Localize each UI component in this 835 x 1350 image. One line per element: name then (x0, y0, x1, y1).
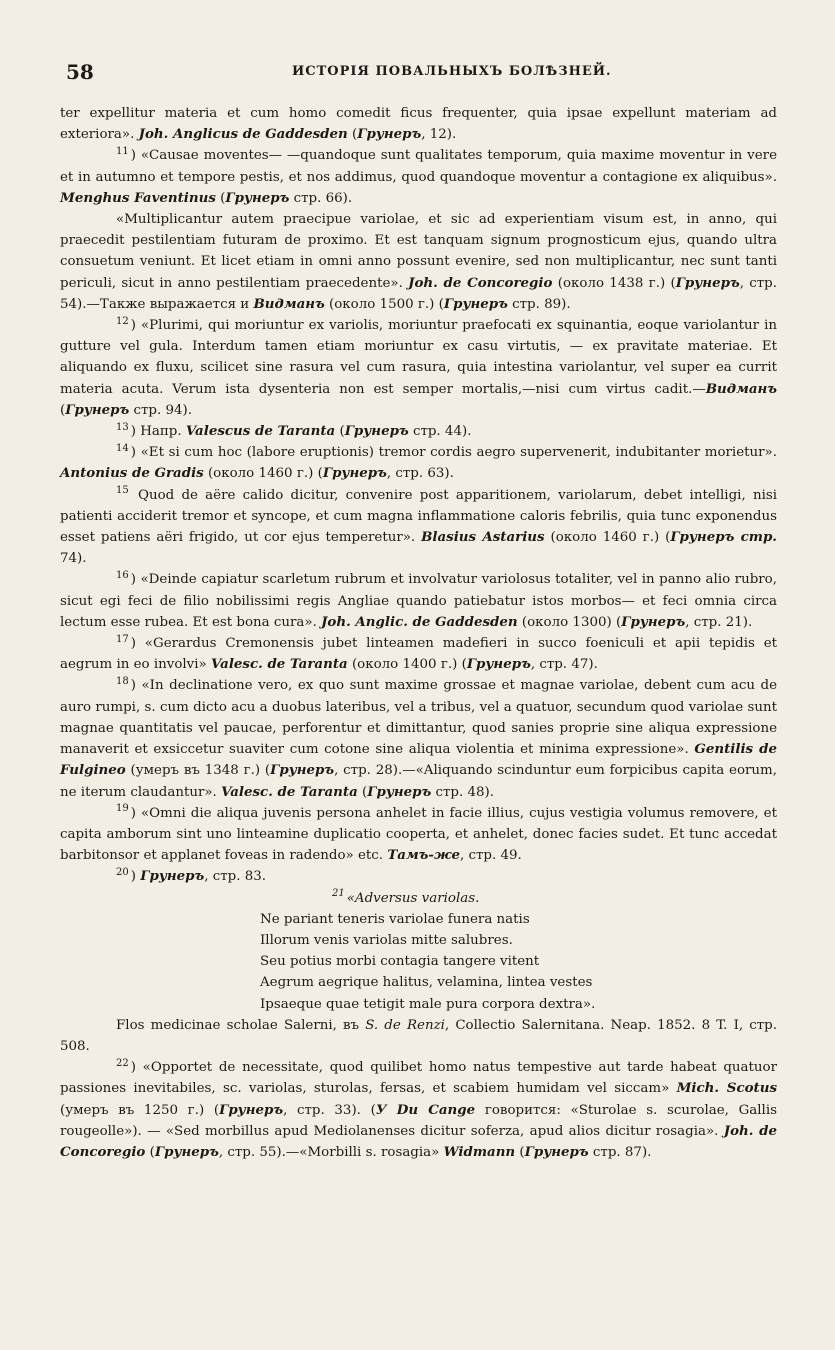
citation-text: Joh. Anglic. de Gaddesden (321, 613, 518, 630)
body-text: ( (60, 402, 66, 418)
footnote-paragraph (60, 633, 777, 675)
body-text: , стр. 83. (204, 869, 267, 885)
body-text: ( (335, 424, 345, 440)
citation-text: Грунеръ (466, 656, 531, 673)
body-text: ( (515, 1144, 525, 1160)
body-text: (умеръ въ 1250 г.) ( (60, 1102, 220, 1118)
verse-line: Ipsaeque quae tetigit male pura corpora dextra». (260, 996, 596, 1012)
body-text: ( (145, 1144, 155, 1160)
body-text: , стр. 49. (459, 848, 522, 864)
citation-text: Грунеръ (443, 295, 508, 312)
footnote-marker: 22 (116, 1057, 129, 1069)
body-text: говорится: «Sturolae s. scurolae, Gallis rougeolle»). — «Sed morbillus apud Mediolanenses dicitur soferza, apud alios dicitur rosagia». (60, 1102, 777, 1139)
citation-text: Грунеръ (65, 401, 130, 418)
citation-text: Грунеръ (675, 274, 740, 291)
body-text: (около 1460 г.) ( (203, 466, 323, 482)
citation-text: Joh. de Concoregio (408, 274, 553, 291)
body-text: , Collectio Salernitana. Neap. 1852. 8 T. I, стр. 508. (60, 1017, 777, 1054)
body-text: , стр. 47). (530, 657, 598, 673)
body-text: Flos medicinae scholae Salerni, въ (116, 1017, 366, 1033)
citation-text: Грунеръ (322, 465, 387, 482)
verse-line: Seu potius morbi contagia tangere vitent (260, 954, 540, 970)
footnote-marker: 15 (116, 485, 129, 497)
page-body (60, 103, 777, 1163)
page-number: 58 (66, 60, 94, 84)
body-text: «Multiplicantur autem praecipue variolae, et sic ad experientiam visum est, in anno, qui praecedit pestilentiam futuram de proximo. Et est tanquam signum prognosticum ejus, quando ultra consuetum veniunt. Et licet etiam in omni anno possunt evenire, sed non multiplicantur, nec sunt tanti periculi, sicut in anno pestilentiam praecedente». (60, 212, 777, 291)
citation-text: Грунеръ (140, 868, 205, 885)
citation-text: Грунеръ (344, 423, 409, 440)
footnote-marker: 14 (116, 442, 129, 454)
footnote-paragraph (60, 209, 777, 315)
footnote-marker: 12 (116, 315, 129, 327)
citation-text: Widmann (443, 1143, 516, 1160)
body-text: ) (130, 869, 141, 885)
footnote-marker: 11 (116, 145, 129, 157)
verse-block (260, 888, 777, 1015)
body-text: , стр. 21). (685, 614, 753, 630)
footnote-paragraph (60, 675, 777, 802)
citation-text: Грунеръ (524, 1143, 589, 1160)
citation-text: Joh. Anglicus de Gaddesden (138, 126, 348, 143)
footnote-paragraph (60, 103, 777, 145)
body-text: (около 1300) ( (517, 614, 622, 630)
footnote-marker: 19 (116, 803, 129, 815)
body-text: , 12). (421, 127, 457, 143)
citation-text: Грунеръ (219, 1101, 284, 1118)
citation-text: Грунеръ стр. (670, 529, 777, 546)
citation-text: Грунеръ (154, 1143, 219, 1160)
body-text: Quod de aëre calido dicitur, convenire post apparitionem, variolarum, debet intelligi, nisi patienti acciderit tremor et syncope, et cum magna inflammatione caloris febrilis, quia tunc exponendus esset patiens aëri frigido, ut cor ejus temperetur». (60, 487, 777, 546)
body-text: ) «Et si cum hoc (labore eruptionis) tremor cordis aegro supervenerit, indubitanter morietur». (130, 445, 777, 461)
footnote-marker: 17 (116, 633, 129, 645)
citation-text: Blasius Astarius (421, 529, 545, 546)
body-text: ( (215, 190, 226, 206)
citation-text: Antonius de Gradis (60, 465, 204, 482)
page-header (0, 60, 835, 84)
footnote-marker: 18 (116, 676, 129, 688)
citation-text: Грунеръ (367, 783, 432, 800)
footnote-marker: 16 (116, 570, 129, 581)
body-text: стр. 44). (408, 424, 472, 440)
footnote-paragraph (60, 145, 777, 209)
verse-line: Illorum venis variolas mitte salubres. (260, 932, 513, 948)
footnote-paragraph (60, 442, 777, 484)
citation-text: Menghus Faventinus (60, 189, 216, 206)
body-text: (около 1460 г.) ( (544, 530, 671, 546)
running-head: ИСТОРІЯ ПОВАЛЬНЫХЪ БОЛѢЗНЕЙ. (292, 64, 612, 79)
footnote-paragraph (60, 1015, 777, 1057)
citation-text: Valesc. de Taranta (210, 656, 348, 673)
body-text: , стр. 63). (386, 466, 454, 482)
footnotes-block-continued (60, 1015, 777, 1163)
body-text: (около 1400 г.) ( (347, 657, 467, 673)
citation-text: Грунеръ (621, 613, 686, 630)
body-text: ) «Omni die aliqua juvenis persona anhelet in facie illius, cujus vestigia volumus removere, et capita amborum sint uno linteamine duplicatio cooperta, et anhelet, donec facies sudet. Et tunc accedat barbitonsor et applanet foveas in radendo» etc. (60, 805, 777, 864)
citation-text: Видманъ (705, 380, 777, 397)
body-text: ) Напр. (130, 424, 186, 440)
footnote-paragraph (60, 569, 777, 633)
citation-text: Видманъ (253, 295, 325, 312)
citation-text: Грунеръ (225, 189, 290, 206)
body-text: ( (357, 784, 368, 800)
footnote-marker: 20 (116, 866, 129, 878)
verse-line: Ne pariant teneris variolae funera natis (260, 911, 530, 927)
footnote-paragraph (60, 315, 777, 421)
body-text: стр. 66). (289, 190, 353, 206)
footnote-marker: 13 (116, 421, 129, 433)
citation-text: Valesc. de Taranta (221, 783, 358, 800)
footnote-marker: 21 (332, 888, 345, 900)
footnote-paragraph (60, 1057, 777, 1163)
citation-text: Gentilis de Fulgineo (60, 741, 777, 779)
citation-text: Грунеръ (270, 762, 335, 779)
citation-text: Тамъ-же (387, 847, 460, 864)
citation-text: S. de Renzi (365, 1017, 445, 1033)
body-text: ) «Causae moventes— —quandoque sunt qualitates temporum, quia maxime moventur in vere et in autumno et tempore pestis, et nos addimus, quod quandoque moventur a contagione ex aliquibus». (60, 148, 777, 185)
citation-text: Valescus de Taranta (185, 423, 336, 440)
body-text: , стр. 33). ( (283, 1102, 376, 1118)
citation-text: Грунеръ (357, 126, 422, 143)
footnote-paragraph (60, 866, 777, 887)
body-text: ter expellitur materia et cum homo comedit ficus frequenter, quia ipsae expellunt materiam ad exteriora». (60, 106, 777, 143)
body-text: ) «Opportet de necessitate, quod quilibet homo natus tempestive aut tarde habeat quatuor passiones inevitabiles, sc. variolas, sturolas, fersas, et scabiem humidam vel siccam» (60, 1060, 777, 1097)
footnotes-block (60, 103, 777, 888)
body-text: ) «Gerardus Cremonensis jubet linteamen madefieri in succo foeniculi et apii tepidis et aegrum in eo involvi» (60, 636, 777, 673)
body-text: стр. 94). (129, 402, 193, 418)
body-text: , стр. 54).—Также выражается и (60, 275, 777, 312)
footnote-paragraph (60, 421, 777, 442)
footnote-paragraph (60, 803, 777, 867)
footnote-paragraph (60, 485, 777, 570)
body-text: (около 1500 г.) ( (324, 296, 444, 312)
citation-text: Mich. Scotus (676, 1080, 777, 1097)
body-text: (около 1438 г.) ( (552, 275, 676, 291)
verse-title: $^{21}$ «Adversus variolas. (332, 888, 480, 906)
body-text: стр. 89). (507, 296, 571, 312)
body-text: стр. 48). (431, 784, 495, 800)
body-text: (умеръ въ 1348 г.) ( (125, 763, 271, 779)
citation-text: Joh. de Concoregio (60, 1122, 777, 1160)
body-text: 74). (60, 551, 87, 567)
body-text: , стр. 55).—«Morbilli s. rosagia» (218, 1144, 444, 1160)
body-text: ) «Plurimi, qui moriuntur ex variolis, moriuntur praefocati ex squinantia, eoque variolantur in gutture vel gula. Interdum tamen etiam moriuntur ex casu virtutis, — ex pravitate materiae. Et aliquando ex fluxu, scilicet sine rasura vel cum rasura, quia intestina variolantur, vel super ea currit materia acuta. Verum ista dysenteria non est semper mortalis,—nisi cum virtus cadit.— (60, 318, 777, 397)
body-text: ) «Deinde capiatur scarletum rubrum et involvatur variolosus totaliter, vel in panno alio rubro, sicut egi feci de filio nobilissimi regis Angliae quando patiebatur istos morbos— et feci omnia circa lectum esse rubea. Et est bona cura». (60, 572, 777, 630)
body-text: ( (347, 127, 358, 143)
body-text: , стр. 28).—«Aliquando scinduntur eum forpicibus capita eorum, ne iterum claudantur». (60, 763, 777, 800)
body-text: стр. 87). (588, 1144, 652, 1160)
verse-line: Aegrum aegrique halitus, velamina, lintea vestes (260, 975, 593, 991)
citation-text: У Du Cange (375, 1101, 476, 1118)
body-text: ) «In declinatione vero, ex quo sunt maxime grossae et magnae variolae, debent cum acu de auro rumpi, s. cum dicto acu a duobus lateribus, vel a tribus, vel a quatuor, secundum quod variolae sunt magnae quantitatis vel paucae, perforentur et dimittantur, quod sanies proprie sine aliqua expressione manaverit et exsiccetur suaviter cum cotone sine aliqua violentia et minima expressione». (60, 678, 777, 758)
